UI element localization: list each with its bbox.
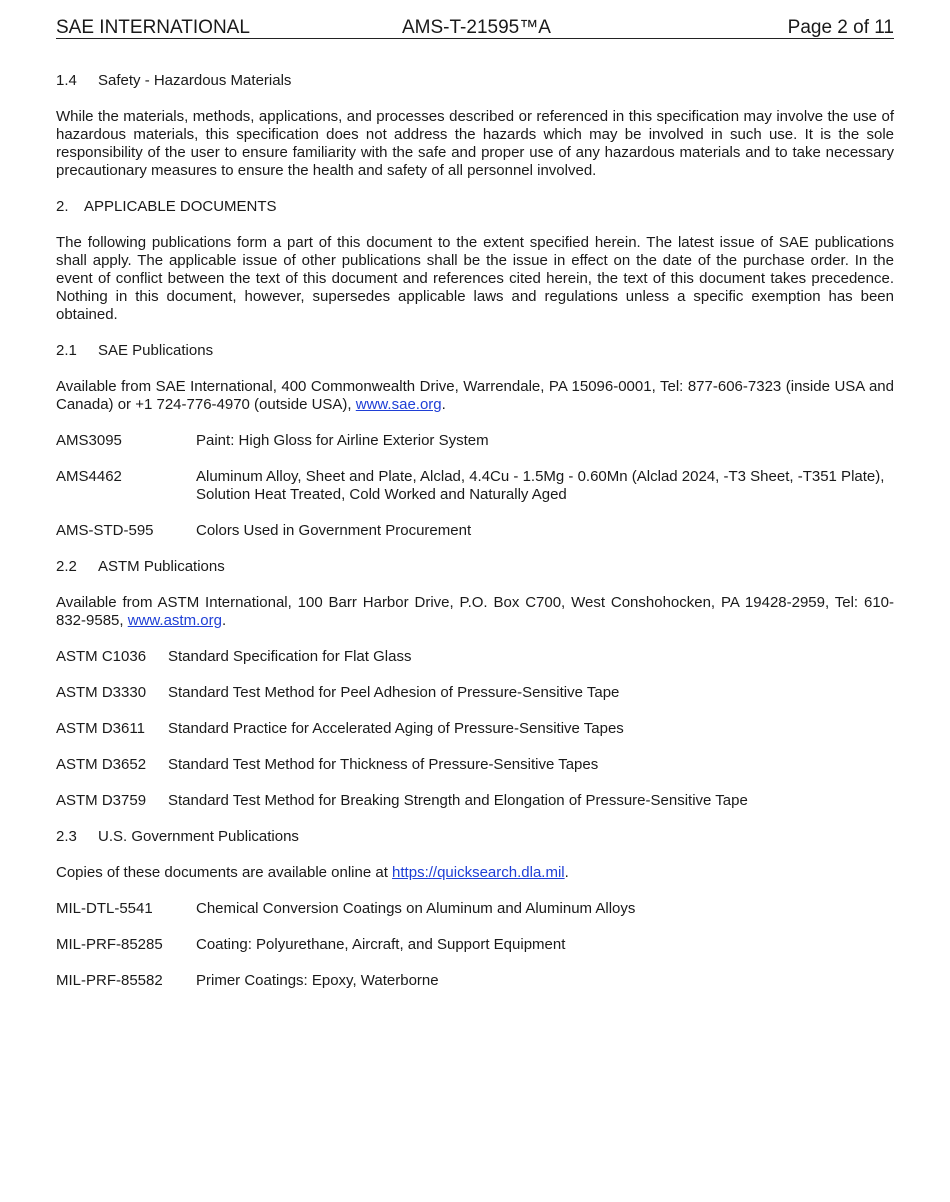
section-number: 2.	[56, 198, 69, 215]
reference-item	[56, 468, 894, 504]
reference-item	[56, 648, 894, 666]
section-title: ASTM Publications	[98, 558, 225, 575]
reference-item	[56, 972, 894, 990]
reference-code: ASTM D3611	[56, 720, 145, 737]
reference-code: MIL-PRF-85582	[56, 972, 163, 989]
reference-item	[56, 720, 894, 738]
dla-quicksearch-link[interactable]: https://quicksearch.dla.mil	[392, 864, 565, 881]
reference-code: ASTM C1036	[56, 648, 147, 665]
section-title: SAE Publications	[98, 342, 214, 359]
section-text-2-3	[56, 864, 894, 882]
reference-code: AMS3095	[56, 432, 122, 449]
reference-item	[56, 936, 894, 954]
reference-code: AMS-STD-595	[56, 522, 154, 539]
reference-title: Standard Test Method for Breaking Strength and Elongation of Pressure-Sensitive Tape	[168, 792, 748, 809]
reference-title: Primer Coatings: Epoxy, Waterborne	[196, 972, 439, 989]
document-page	[56, 0, 894, 990]
reference-code: ASTM D3652	[56, 756, 147, 773]
section-title: U.S. Government Publications	[98, 828, 299, 845]
reference-item	[56, 684, 894, 702]
reference-item	[56, 756, 894, 774]
reference-item	[56, 432, 894, 450]
astm-website-link[interactable]: www.astm.org	[127, 612, 222, 629]
section-heading-2-3	[56, 828, 894, 846]
section-number: 1.4	[56, 72, 77, 89]
reference-title: Standard Specification for Flat Glass	[168, 648, 412, 665]
reference-title: Colors Used in Government Procurement	[196, 522, 472, 539]
section-title: APPLICABLE DOCUMENTS	[84, 198, 277, 215]
section-title: Safety - Hazardous Materials	[98, 72, 292, 89]
reference-code: MIL-DTL-5541	[56, 900, 153, 917]
section-text-2-1	[56, 378, 894, 414]
section-heading-2-2	[56, 558, 894, 576]
section-heading-2-1	[56, 342, 894, 360]
header-page-number: Page 2 of 11	[787, 17, 894, 38]
section-number: 2.2	[56, 558, 77, 575]
reference-item	[56, 522, 894, 540]
reference-code: AMS4462	[56, 468, 122, 485]
punctuation: .	[221, 612, 227, 629]
section-number: 2.1	[56, 342, 77, 359]
reference-title: Coating: Polyurethane, Aircraft, and Support Equipment	[196, 936, 566, 953]
reference-item	[56, 900, 894, 918]
punctuation: .	[441, 396, 446, 413]
punctuation: .	[564, 864, 569, 881]
reference-code: ASTM D3759	[56, 792, 147, 809]
reference-title: Chemical Conversion Coatings on Aluminum and Aluminum Alloys	[196, 900, 636, 917]
page-header	[56, 0, 894, 39]
section-number: 2.3	[56, 828, 77, 845]
section-text-2-2	[56, 594, 894, 630]
reference-title: Standard Test Method for Thickness of Pressure-Sensitive Tapes	[168, 756, 599, 773]
header-organization: SAE INTERNATIONAL	[56, 17, 250, 38]
reference-title: Aluminum Alloy, Sheet and Plate, Alclad, 4.4Cu - 1.5Mg - 0.60Mn (Alclad 2024, -T3 Sheet, -T351 Plate), Solution Heat Treated, Cold Worked and Naturally Aged	[196, 468, 885, 503]
header-document-number: AMS-T-21595™A	[402, 17, 551, 38]
sae-website-link[interactable]: www.sae.org	[355, 396, 442, 413]
section-text-2: The following publications form a part of this document to the extent specified herein. The latest issue of SAE publications shall apply. The applicable issue of other publications shall be the issue in effect on the date of the purchase order. In the event of conflict between the text of this document and references cited herein, the text of this document takes precedence. Nothing in this document, however, supersedes applicable laws and regulations unless a specific exemption has been obtained.	[56, 234, 894, 323]
reference-title: Standard Practice for Accelerated Aging of Pressure-Sensitive Tapes	[168, 720, 624, 737]
reference-title: Paint: High Gloss for Airline Exterior System	[196, 432, 489, 449]
reference-item	[56, 792, 894, 810]
section-heading-1-4	[56, 72, 894, 90]
availability-text: Available from ASTM International, 100 Barr Harbor Drive, P.O. Box C700, West Conshohocken, PA 19428-2959, Tel: 610-832-9585,	[56, 594, 894, 629]
section-text-1-4: While the materials, methods, applications, and processes described or referenced in this specification may involve the use of hazardous materials, this specification does not address the hazards which may be involved in such use. It is the sole responsibility of the user to ensure familiarity with the safe and proper use of any hazardous materials and to take necessary precautionary measures to ensure the health and safety of all personnel involved.	[56, 108, 894, 179]
availability-text: Available from SAE International, 400 Commonwealth Drive, Warrendale, PA 15096-0001, Tel: 877-606-7323 (inside USA and Canada) or +1 724-776-4970 (outside USA),	[56, 378, 894, 413]
reference-title: Standard Test Method for Peel Adhesion of Pressure-Sensitive Tape	[168, 684, 620, 701]
availability-text: Copies of these documents are available online at	[56, 864, 393, 881]
reference-code: ASTM D3330	[56, 684, 147, 701]
reference-code: MIL-PRF-85285	[56, 936, 163, 953]
section-heading-2	[56, 198, 894, 216]
